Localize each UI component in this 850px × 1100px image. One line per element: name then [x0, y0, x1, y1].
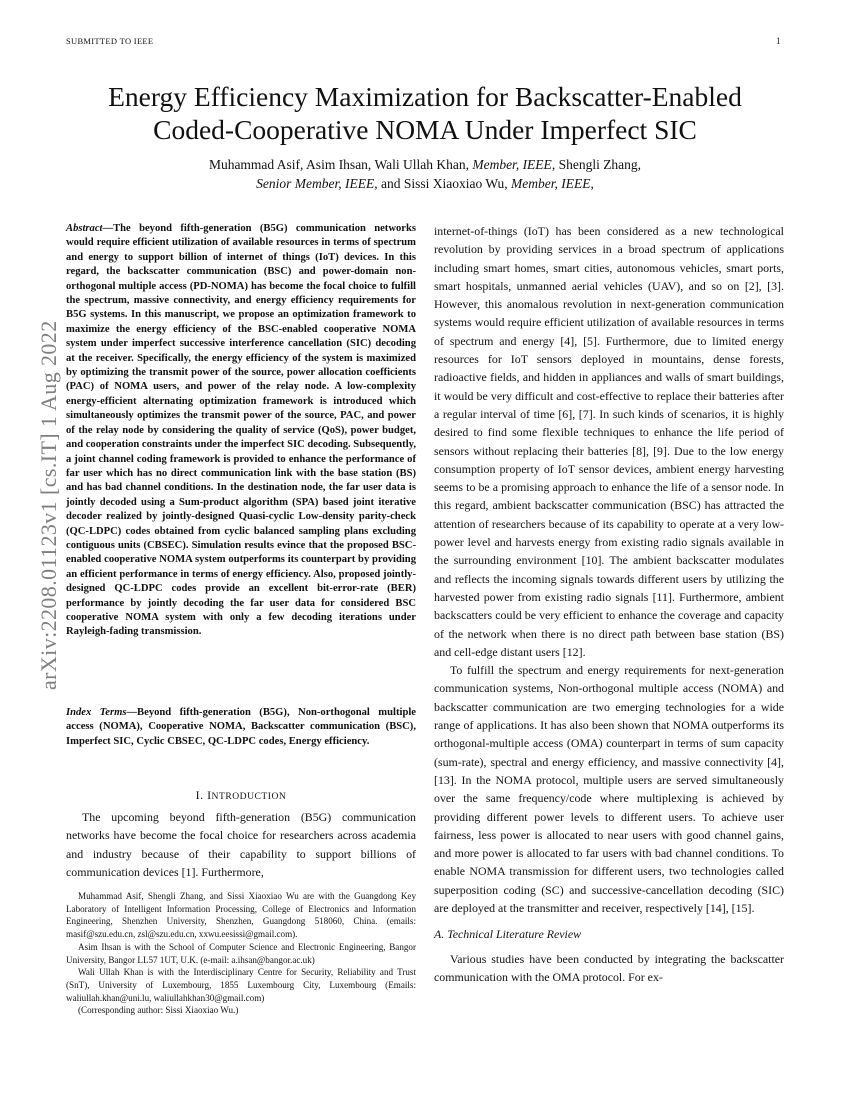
author-names-1: Muhammad Asif, Asim Ihsan, Wali Ullah Khan, — [208, 157, 473, 172]
running-head: SUBMITTED TO IEEE — [66, 36, 154, 46]
section-numeral: I. — [195, 788, 208, 802]
abstract — [66, 222, 416, 640]
footnote-1: Muhammad Asif, Shengli Zhang, and Sissi Xiaoxiao Wu are with the Guangdong Key Laboratory of Intelligent Information Processing, College of Electronics and Information Engineering, Shenzhen University, Shenzhen, Guangdong 518060, China. (emails: masif@szu.edu.cn, zsl@szu.edu.cn, xxwu.eesissi@gmail.com). — [66, 891, 416, 940]
footnotes — [66, 890, 416, 1017]
subsection-heading: A. Technical Literature Review — [434, 927, 582, 942]
abstract-lead: Abstract — [66, 223, 103, 234]
title-line-2: Coded-Cooperative NOMA Under Imperfect SIC — [153, 114, 697, 145]
section-title-cap: I — [207, 788, 212, 802]
index-terms — [66, 706, 416, 749]
author-affil-2: Senior Member, IEEE — [256, 176, 375, 191]
arxiv-side-stamp: arXiv:2208.01123v1 [cs.IT] 1 Aug 2022 — [36, 320, 61, 690]
section-title-rest: NTRODUCTION — [211, 791, 287, 802]
footnote-4: (Corresponding author: Sissi Xiaoxiao Wu.) — [78, 1005, 239, 1016]
body-paragraph-1: internet-of-things (IoT) has been considered as a new technological revolution by providing services in a broad spectrum of applications including smart homes, smart cities, autonomous vehicles, smart ports, smart hospitals, unmanned aerial vehicles (UAV), and so on [2], [3]. However, this anomalous revolution in next-generation communication systems would require efficient utilization of available resources in terms of spectrum and energy [4], [5]. Furthermore, due to limited energy resources for IoT sensors deployed in mountains, dense forests, radioactive fields, and hidden in appliances and walls of smart buildings, it would be very difficult and cost-effective to replace their batteries after a regular interval of time [6], [7]. In such kinds of scenarios, it is highly desired to find some flexible techniques to enhance the life period of sensors without replacing their batteries [8], [9]. Due to the low energy consumption property of IoT sensor devices, ambient energy harvesting seems to be a promising approach to enhance the life of a sensor node. In this regard, ambient backscatter communication (BSC) has attracted the attention of researchers because of its capability to operate at a very low-power level and harvests energy from existing radio signals available in the surrounding environment [10]. The ambient backscatter modulates and reflects the incoming signals towards different users by utilizing the harvested power from existing radio signals [11]. Furthermore, ambient backscatters could be very efficient to enhance the coverage and capacity of the network when there is no direct path between base station (BS) and cell-edge distant users [12]. — [434, 224, 784, 659]
author-list — [66, 155, 784, 193]
title-line-1: Energy Efficiency Maximization for Backscatter-Enabled — [108, 81, 742, 112]
footnote-3: Wali Ullah Khan is with the Interdisciplinary Centre for Security, Reliability and Trust (SnT), University of Luxembourg, 1855 Luxembourg City, Luxembourg (Emails: waliullah.khan@uni.lu, waliullahkhan30@gmail.com) — [66, 967, 416, 1003]
author-names-3: , and Sissi Xiaoxiao Wu, — [374, 176, 512, 191]
paper-title — [66, 80, 784, 146]
author-line-1 — [66, 155, 784, 174]
index-terms-text: —Beyond fifth-generation (B5G), Non-orthogonal multiple access (NOMA), Cooperative NOMA, Backscatter communication (BSC), Imperfect SIC, Cyclic CBSEC, QC-LDPC codes, Energy efficiency. — [66, 707, 416, 747]
body-paragraph-3: Various studies have been conducted by integrating the backscatter communication with the OMA protocol. For ex- — [434, 951, 784, 984]
author-affil-3: Member, IEEE — [511, 176, 591, 191]
author-affil-1: Member, IEEE — [472, 157, 552, 172]
body-paragraph-2: To fulfill the spectrum and energy requirements for next-generation communication systems, Non-orthogonal multiple access (NOMA) and backscatter communication are two emerging technologies for a wide range of applications. It has also been shown that NOMA outperforms its orthogonal-multiple access (OMA) counterpart in terms of sum capacity (sum-rate), spectral and energy efficiency, and massive connectivity [4], [13]. In the NOMA protocol, multiple users are served simultaneously over the same frequency/code where multiplexing is achieved by providing different power levels to different users. To achieve user fairness, less power is allocated to near users with good channel gains, and more power is allocated to far users with bad channel conditions. To enable NOMA transmission for different users, two technologies called superposition coding (SC) and successive-cancellation decoding (SIC) are deployed at the transmitter and receiver, respectively [14], [15]. — [434, 663, 784, 915]
right-column — [434, 222, 784, 986]
intro-paragraph: The upcoming beyond fifth-generation (B5G) communication networks have become the focal choice for researchers across academia and industry because of their capability to support billions of communication devices [1]. Furthermore, — [66, 810, 416, 879]
footnote-2: Asim Ihsan is with the School of Computer Science and Electronic Engineering, Bangor University, Bangor LL57 1UT, U.K. (e-mail: a.ihsan@bangor.ac.uk) — [66, 941, 416, 965]
index-terms-lead: Index Terms — [66, 707, 127, 718]
page-number: 1 — [776, 36, 781, 46]
author-line-2 — [66, 174, 784, 193]
section-heading-introduction — [66, 788, 416, 803]
author-trail: , — [590, 176, 594, 191]
abstract-text: —The beyond fifth-generation (B5G) communication networks would require efficient utilization of available resources in terms of spectrum and energy to support billion of internet of things (IoT) devices. In this regard, the backscatter communication (BSC) and power-domain non-orthogonal multiple access (PD-NOMA) has become the focal choice to fulfill the spectrum, massive connectivity, and energy efficiency requirements for B5G systems. In this manuscript, we propose an optimization framework to maximize the energy efficiency of the BSC-enabled cooperative NOMA system under imperfect successive interference cancellation (SIC) decoding at the receiver. Specifically, the energy efficiency of the system is maximized by optimizing the transmit power of the source, power allocation coefficients (PAC) of NOMA users, and power of the relay node. A low-complexity energy-efficient alternating optimization framework is introduced which simultaneously optimizes the transmit power of the source, PAC, and power of the relay node by considering the quality of service (QoS), power budget, and cooperation constraints under the imperfect SIC decoding. Subsequently, a joint channel coding framework is provided to enhance the performance of far user which has no direct communication link with the base station (BS) and has bad channel conditions. In the destination node, the far user data is jointly decoded using a Sum-product algorithm (SPA) based joint iterative decoder realized by jointly-designed Quasi-cyclic Low-density parity-check (QC-LDPC) codes obtained from cyclic balanced sampling plans excluding contiguous units (CBSEC). Simulation results evince that the proposed BSC-enabled cooperative NOMA system outperforms its counterpart by providing an efficient performance in terms of energy efficiency. Also, proposed jointly-designed QC-LDPC codes provide an excellent bit-error-rate (BER) performance by jointly decoding the far user data for considered BSC cooperative NOMA system with only a few decoding iterations under Rayleigh-fading transmission. — [66, 223, 417, 638]
author-names-2: , Shengli Zhang, — [551, 157, 642, 172]
